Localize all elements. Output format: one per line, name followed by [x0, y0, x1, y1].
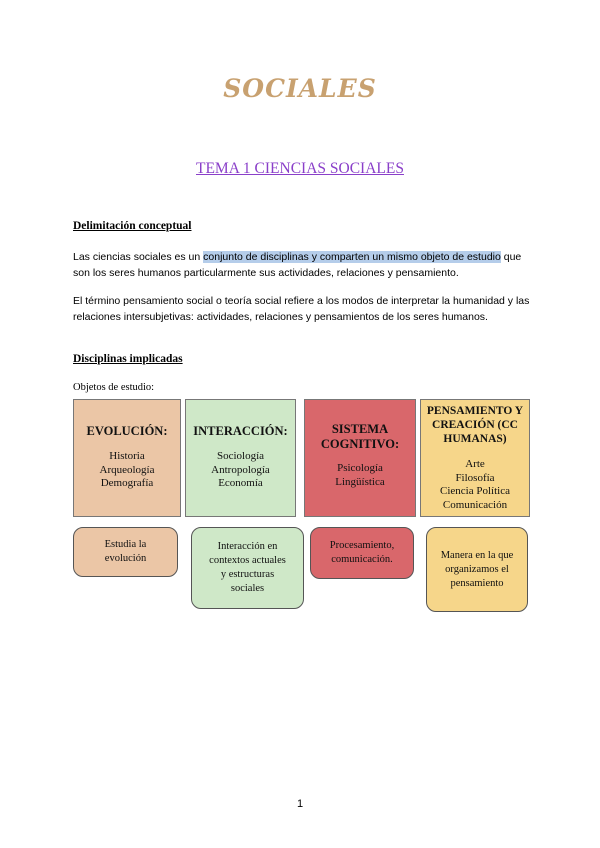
- paragraph-definition: [73, 250, 533, 281]
- description-text: Manera en la que organizamos el pensamiento: [440, 549, 514, 589]
- description-interaccion: [191, 527, 304, 609]
- box-item: Demografía: [100, 477, 154, 489]
- box-item: Lingüística: [335, 475, 385, 488]
- document-subtitle: TEMA 1 CIENCIAS SOCIALES: [196, 160, 404, 177]
- box-item: Arqueología: [99, 463, 155, 476]
- box-item: Psicología: [337, 462, 383, 474]
- box-pensamiento-creacion: [420, 399, 530, 517]
- box-interaccion: [185, 399, 296, 517]
- description-pensamiento: [426, 527, 528, 612]
- box-title: PENSAMIENTO Y CREACIÓN (CC HUMANAS): [426, 405, 524, 445]
- section-heading-disciplinas: Disciplinas implicadas: [73, 353, 183, 365]
- box-items: [305, 462, 415, 489]
- box-item: Arte: [465, 458, 485, 470]
- box-item: Ciencia Política: [440, 485, 510, 497]
- box-item: Historia: [109, 450, 145, 462]
- box-items: [186, 450, 295, 491]
- box-item: Economía: [218, 477, 263, 489]
- paragraph-social-thought: El término pensamiento social o teoría social refiere a los modos de interpretar la humanidad y las relaciones intersubjetivas: actividades, relaciones y pensamientos de los seres humanos.: [73, 295, 530, 323]
- description-evolucion: [73, 527, 178, 577]
- description-sistema: [310, 527, 414, 579]
- box-items: [74, 450, 180, 491]
- document-title: SOCIALES: [223, 74, 377, 103]
- box-item: Comunicación: [442, 498, 508, 511]
- box-item: Antropología: [211, 463, 270, 476]
- section-heading-delimitacion: Delimitación conceptual: [73, 220, 192, 232]
- description-text: Estudia la evolución: [104, 539, 147, 564]
- box-items: [421, 458, 529, 512]
- box-title: INTERACCIÓN:: [193, 424, 288, 438]
- highlighted-text: conjunto de disciplinas y comparten un mismo objeto de estudio: [203, 251, 501, 263]
- paragraph-text: Las ciencias sociales es un: [73, 251, 204, 263]
- box-item: Filosofía: [455, 471, 495, 484]
- description-text: Interacción en contextos actuales y estructuras sociales: [209, 541, 286, 594]
- box-title: SISTEMA COGNITIVO:: [320, 422, 400, 451]
- paragraph-text: que son los seres humanos particularmente sus actividades, relaciones y pensamiento.: [73, 251, 522, 279]
- objects-of-study-label: Objetos de estudio:: [73, 382, 155, 393]
- box-sistema-cognitivo: [304, 399, 416, 517]
- box-title: EVOLUCIÓN:: [86, 424, 168, 438]
- page-number: 1: [296, 798, 304, 810]
- description-text: Procesamiento, comunicación.: [329, 540, 395, 565]
- box-evolucion: [73, 399, 181, 517]
- box-item: Sociología: [216, 450, 265, 462]
